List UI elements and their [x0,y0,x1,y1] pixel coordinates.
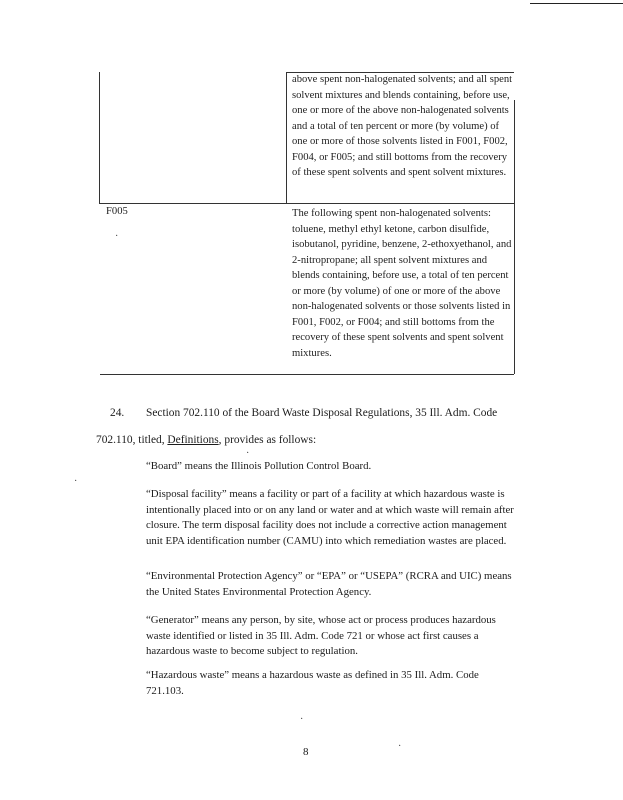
table-row-2-description: The following spent non-halogenated solvents: toluene, methyl ethyl ketone, carbon disulfide, isobutanol, pyridine, benzene, 2-ethoxyethanol, and 2-nitropropane; all spent solvent mixtures and blends containing, before use, a total of ten percent or more (by volume) of one or more of the above non-halogenated solvents or those solvents listed in F001, F002, or F004; and still bottoms from the recovery of these spent solvents and spent solvent mixtures. [292,208,512,359]
definition-disposal-facility: “Disposal facility” means a facility or part of a facility at which hazardous waste is intentionally placed into or on any land or water and at which waste will remain after closure. The term disposal facility does not include a corrective action management unit EPA identification number (CAMU) into which remediation wastes are placed. [146,488,514,547]
paragraph-line-2-start: 702.110, titled, [96,434,168,446]
table-row-2-code: F005 [106,206,128,217]
table-left-border [99,72,100,203]
speck-mark: · [115,231,119,242]
table-right-border-lower [514,203,515,374]
table-row-1-description: above spent non-halogenated solvents; and all spent solvent mixtures and blends containing, before use, one or more of the above non-halogenated solvents and a total of ten percent or more (by volume) of one or more of those solvents listed in F001, F002, F004, or F005; and still bottoms from the recovery of these spent solvents and spent solvent mixtures. [292,74,513,178]
definition-board: “Board” means the Illinois Pollution Control Board. [146,460,372,472]
definition-hazardous-waste: “Hazardous waste” means a hazardous waste as defined in 35 Ill. Adm. Code 721.103. [146,669,479,697]
speck-mark: · [398,741,402,752]
table-column-divider [286,72,287,203]
paragraph-line-1: Section 702.110 of the Board Waste Disposal Regulations, 35 Ill. Adm. Code [146,407,498,419]
page-number: 8 [303,746,309,758]
definitions-title: Definitions [167,434,219,446]
speck-mark: · [74,476,78,487]
table-bottom-rule [100,374,514,375]
paragraph-line-2-end: , provides as follows: [218,434,317,446]
definition-generator: “Generator” means any person, by site, whose act or process produces hazardous waste identified or listed in 35 Ill. Adm. Code 721 or whose act first causes a hazardous waste to become subject to regulation. [146,614,496,657]
definition-environmental-protection-agency: “Environmental Protection Agency” or “EPA” or “USEPA” (RCRA and UIC) means the United States Environmental Protection Agency. [146,570,512,598]
speck-mark: · [246,448,250,459]
table-row-divider [99,203,514,204]
table-right-border [514,100,515,203]
paragraph-line-2 [96,431,316,449]
speck-mark: · [300,714,304,725]
paragraph-number: 24. [110,407,125,419]
top-edge-rule [530,3,623,4]
